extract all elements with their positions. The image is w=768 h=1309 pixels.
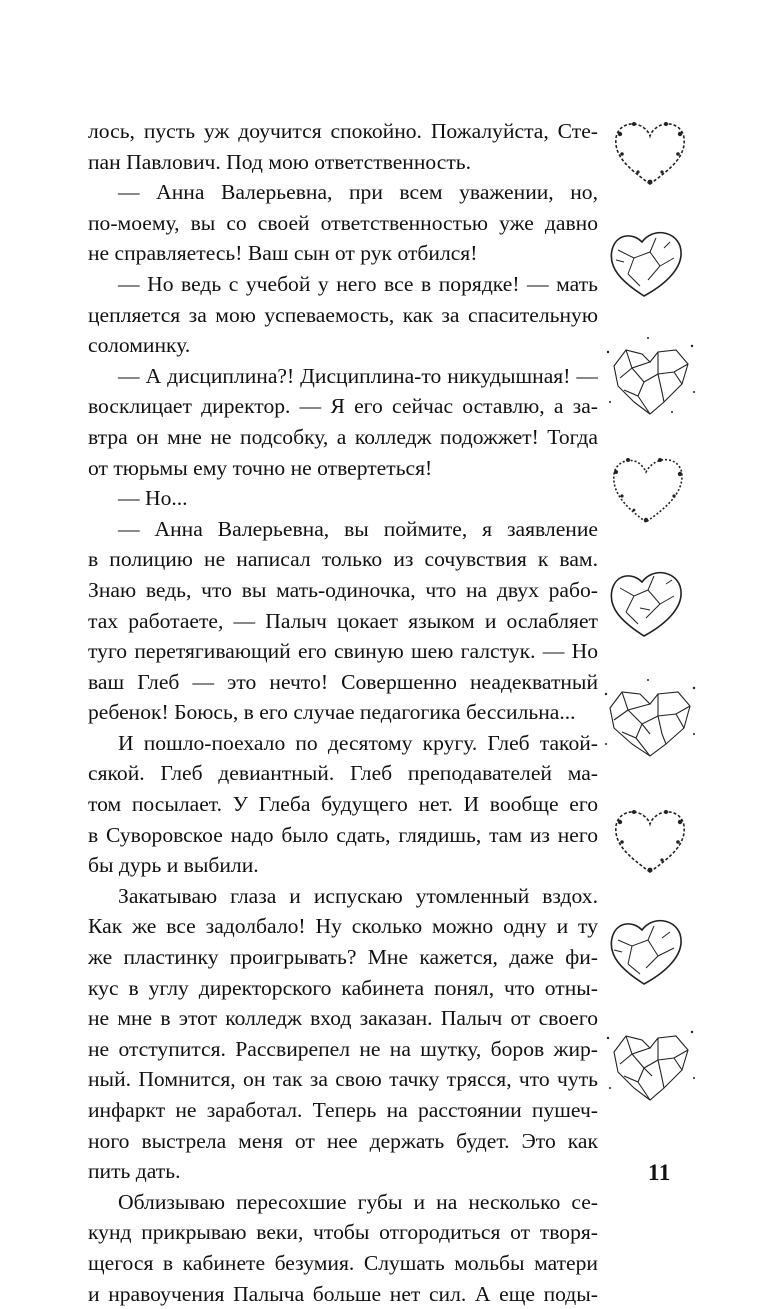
heart-ornaments	[600, 110, 710, 1110]
text-line: — Но...	[118, 486, 188, 511]
text-line: тах работаете, — Палыч цокает языком и ослабляет	[88, 608, 598, 633]
text-line: Знаю ведь, что вы мать-одиночка, что на двух рабо-	[88, 577, 598, 602]
text-line: ный. Помнится, он так за свою тачку трясся, что чуть	[88, 1067, 598, 1092]
shattered-heart-icon	[602, 1018, 698, 1108]
text-line: — Анна Валерьевна, при всем уважении, но,	[118, 180, 598, 205]
mosaic-heart-icon	[604, 910, 688, 990]
text-line: в Суворовское надо было сдать, глядишь, там из него	[88, 822, 598, 847]
text-line: кус в углу директорского кабинета понял, что отны-	[88, 975, 598, 1000]
text-line: соломинку.	[88, 333, 191, 358]
text-line: ного выстрела меня от нее держать будет. Это как	[88, 1128, 598, 1153]
text-line: цепляется за мою успеваемость, как за спасительную	[88, 302, 598, 327]
text-line: И пошло-поехало по десятому кругу. Глеб такой-	[118, 730, 598, 755]
text-line: ваш Глеб — это нечто! Совершенно неадекватный	[88, 669, 598, 694]
text-line: туго перетягивающий его свиную шею галстук. — Но	[88, 639, 598, 664]
text-line: том посылает. У Глеба будущего нет. И вообще его	[88, 792, 598, 817]
shattered-heart-icon	[600, 672, 698, 764]
text-line: Закатываю глаза и испускаю утомленный вздох.	[118, 883, 598, 908]
floral-heart-icon	[606, 448, 690, 528]
shattered-heart-icon	[602, 332, 698, 422]
text-line: щегося в кабинете безумия. Слушать мольбы матери	[88, 1250, 598, 1275]
text-line: — Анна Валерьевна, вы поймите, я заявление	[118, 516, 598, 541]
text-line: по-моему, вы со своей ответственностью уже давно	[88, 210, 598, 235]
floral-heart-icon	[608, 112, 692, 192]
body-text	[88, 116, 598, 1309]
text-line: сякой. Глеб девиантный. Глеб преподавателей ма-	[88, 761, 598, 786]
text-line: в полицию не написал только из сочувствия к вам.	[88, 547, 598, 572]
text-line: не справляетесь! Ваш сын от рук отбился!	[88, 241, 478, 266]
mosaic-heart-icon	[604, 562, 688, 642]
text-line: пан Павлович. Под мою ответственность.	[88, 149, 472, 174]
floral-heart-icon	[608, 800, 692, 880]
text-line: от тюрьмы ему точно не отвертеться!	[88, 455, 433, 480]
text-line: кунд прикрываю веки, чтобы отгородиться от творя-	[88, 1220, 598, 1245]
text-line: бы дурь и выбили.	[88, 853, 259, 878]
text-line: пить дать.	[88, 1159, 181, 1184]
page-number: 11	[648, 1160, 671, 1185]
text-line: не мне в этот колледж вход заказан. Палыч от своего	[88, 1006, 598, 1031]
text-line: — Но ведь с учебой у него все в порядке! — мать	[118, 271, 598, 296]
text-line: же пластинку проигрывать? Мне кажется, даже фи-	[88, 945, 598, 970]
text-line: не отступится. Рассвирепел не на шутку, боров жир-	[88, 1036, 598, 1061]
text-line: втра он мне не подсобку, а колледж подожжет! Тогда	[88, 424, 598, 449]
text-line: и нравоучения Палыча больше нет сил. А еще поды-	[88, 1281, 598, 1306]
text-line: восклицает директор. — Я его сейчас оставлю, а за-	[88, 394, 598, 419]
text-line: Как же все задолбало! Ну сколько можно одну и ту	[88, 914, 598, 939]
mosaic-heart-icon	[604, 222, 688, 302]
text-line: лось, пусть уж доучится спокойно. Пожалуйста, Сте-	[88, 119, 598, 143]
text-line: — А дисциплина?! Дисциплина-то никудышная! —	[118, 363, 598, 388]
text-line: ребенок! Боюсь, в его случае педагогика бессильна...	[88, 700, 576, 725]
text-line: Облизываю пересохшие губы и на несколько се-	[118, 1189, 598, 1214]
text-line: инфаркт не заработал. Теперь на расстоянии пушеч-	[88, 1098, 598, 1122]
